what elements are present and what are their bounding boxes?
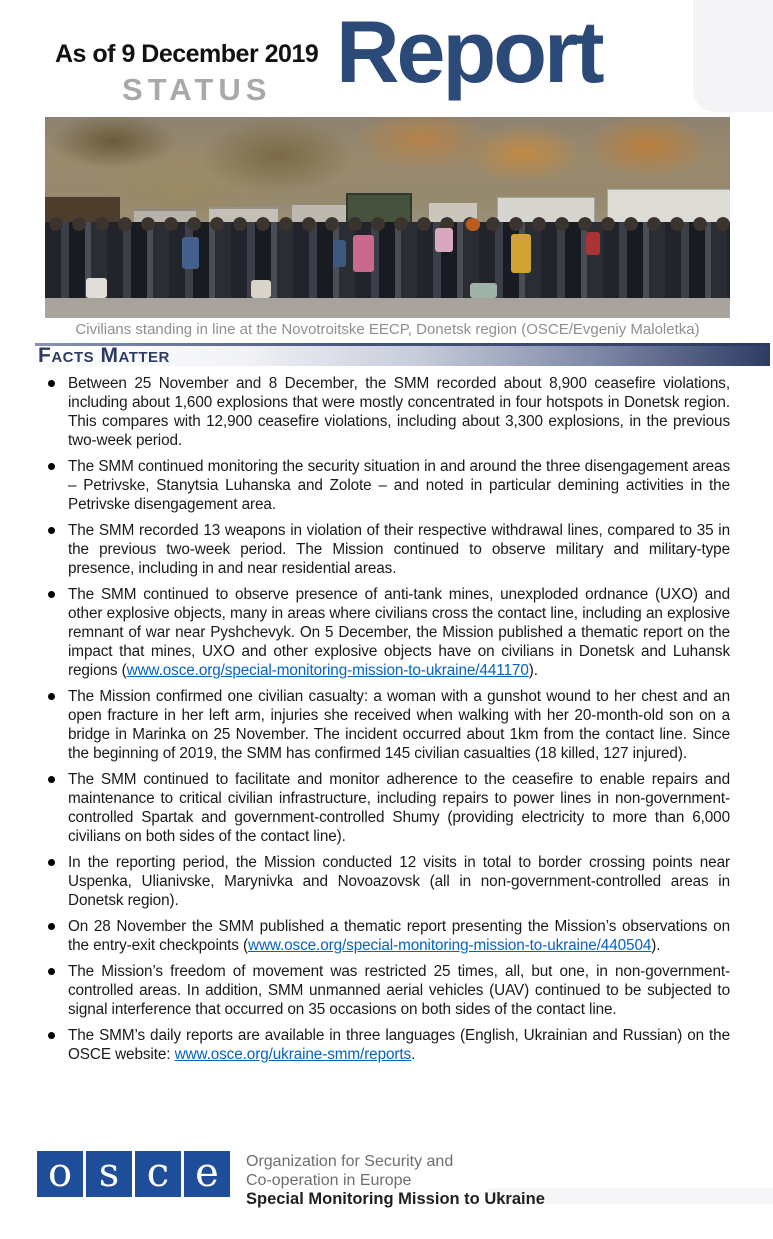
osce-footer	[37, 1151, 545, 1209]
photo-crowd-line	[45, 222, 730, 298]
photo-person-yellow-coat	[511, 234, 532, 274]
fact-item	[45, 853, 730, 910]
fact-item	[45, 521, 730, 578]
fact-item	[45, 687, 730, 763]
fact-item	[45, 770, 730, 846]
fact-item	[45, 917, 730, 955]
fact-text: The Mission confirmed one civilian casualty: a woman with a gunshot wound to her chest and an open fracture in her left arm, injuries she received when walking with her 20-month-old son on a bridge in Marinka on 25 November. The incident occurred about 1km from the contact line. Since the beginning of 2019, the SMM has confirmed 145 civilian casualties (18 killed, 127 injured).	[68, 688, 730, 762]
status-label: STATUS	[122, 72, 272, 107]
photo-person-pink-coat	[353, 235, 374, 272]
osce-logo-letter: o	[37, 1151, 83, 1197]
fact-text: .	[411, 1046, 416, 1063]
facts-list	[45, 374, 730, 1146]
fact-text: The Mission’s freedom of movement was restricted 25 times, all, but one, in non-government-controlled areas. In addition, SMM unmanned aerial vehicles (UAV) continued to be subjected to signal interference that occurred on 35 occasions on both sides of the contact line.	[68, 963, 730, 1018]
photo-person-blue-coat	[182, 237, 199, 269]
fact-text: On 28 November the SMM published a thematic report presenting the Mission’s observations on the entry-exit checkpoints (	[68, 918, 730, 954]
fact-text: The SMM continued to facilitate and monitor adherence to the ceasefire to enable repairs and maintenance to critical civilian infrastructure, including repairs to power lines in non-government-controlled Spartak and government-controlled Shumy (providing electricity to more than 6,000 civilians on both sides of the contact line).	[68, 771, 730, 845]
page-corner-shade-top-right	[693, 0, 773, 112]
fact-text: Between 25 November and 8 December, the SMM recorded about 8,900 ceasefire violations, including about 1,600 explosions that were mostly concentrated in four hotspots in Donetsk region. This compares with 12,900 ceasefire violations, including about 3,300 explosions, in the previous two-week period.	[68, 375, 730, 449]
link-daily-reports[interactable]: www.osce.org/ukraine-smm/reports	[174, 1046, 412, 1063]
facts-matter-heading	[35, 343, 770, 366]
fact-item	[45, 585, 730, 680]
osce-logo	[37, 1151, 233, 1197]
fact-text: The SMM continued to observe presence of anti-tank mines, unexploded ordnance (UXO) and other explosive objects, many in areas where civilians cross the contact line, including an explosive remnant of war near Pyshchevyk. On 5 December, the Mission published a thematic report on the impact that mines, UXO and other explosive objects have on civilians in Donetsk and Luhansk regions (	[68, 586, 730, 679]
report-title: Report	[336, 2, 602, 101]
photo-person-red-coat	[586, 232, 600, 255]
photo-bag	[470, 283, 497, 298]
osce-logo-letter: c	[135, 1151, 181, 1197]
link-thematic-report-440504[interactable]: www.osce.org/special-monitoring-mission-to-ukraine/440504	[248, 937, 652, 954]
section-title: Facts Matter	[38, 344, 170, 367]
link-thematic-report-441170[interactable]: www.osce.org/special-monitoring-mission-to-ukraine/441170	[126, 662, 529, 679]
fact-text: The SMM’s daily reports are available in three languages (English, Ukrainian and Russian) on the OSCE website:	[68, 1027, 730, 1063]
fact-text: ).	[528, 662, 538, 679]
fact-text: ).	[651, 937, 661, 954]
fact-text: The SMM recorded 13 weapons in violation of their respective withdrawal lines, compared to 35 in the previous two-week period. The Mission continued to observe military and military-type presence, including in and near residential areas.	[68, 522, 730, 577]
fact-item	[45, 374, 730, 450]
org-name-line1: Organization for Security and	[246, 1153, 454, 1170]
fact-text: The SMM continued monitoring the security situation in and around the three disengagement areas – Petrivske, Stanytsia Luhanska and Zolote – and noted in particular demining activities in the Petrivske disengagement area.	[68, 458, 730, 513]
osce-logo-letter: s	[86, 1151, 132, 1197]
photo-bag	[251, 280, 272, 298]
osce-logo-letter: e	[184, 1151, 230, 1197]
org-name-line2: Co-operation in Europe	[246, 1172, 412, 1189]
photo-person-orange-hair	[466, 218, 480, 230]
mission-name: Special Monitoring Mission to Ukraine	[246, 1190, 545, 1208]
photo-bag	[86, 278, 107, 298]
photo-civilians-queue	[45, 117, 730, 318]
photo-person-pink-coat	[435, 228, 452, 252]
report-date: As of 9 December 2019	[55, 40, 319, 68]
fact-text: In the reporting period, the Mission conducted 12 visits in total to border crossing points near Uspenka, Ulianivske, Marynivka and Novoazovsk (all in non-government-controlled areas in Donetsk region).	[68, 854, 730, 909]
fact-item	[45, 1026, 730, 1064]
fact-item	[45, 457, 730, 514]
fact-item	[45, 962, 730, 1019]
photo-person-blue-coat	[333, 240, 347, 267]
osce-footer-text	[246, 1151, 545, 1209]
photo-caption: Civilians standing in line at the Novotroitske EECP, Donetsk region (OSCE/Evgeniy Maloletka)	[75, 321, 700, 338]
